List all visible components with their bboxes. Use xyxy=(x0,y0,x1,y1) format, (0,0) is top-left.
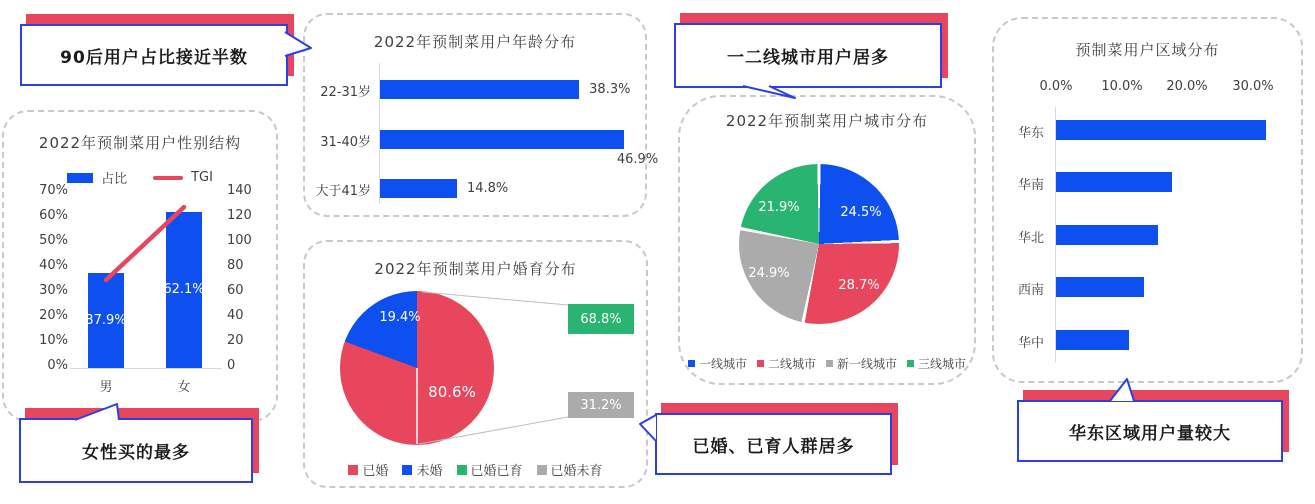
category-label: 西南 xyxy=(1017,283,1044,298)
callout-box xyxy=(1017,400,1283,462)
axis-tick: 0 xyxy=(227,358,236,373)
bar-married-with-kids xyxy=(568,304,634,334)
legend-item: 三线城市 xyxy=(907,355,966,372)
gender-chart-panel xyxy=(2,110,278,422)
left-axis xyxy=(22,183,68,373)
chart-title: 2022年预制菜用户性别结构 xyxy=(38,134,242,152)
legend-item: 未婚 xyxy=(402,460,442,479)
bar-age-41plus xyxy=(380,179,457,198)
callout-text: 华东区域用户量较大 xyxy=(1069,423,1231,444)
pie-label-married: 80.6% xyxy=(428,383,476,401)
callout-text: 女性买的最多 xyxy=(82,443,190,463)
callout-age-insight xyxy=(20,24,288,86)
axis-tick: 60% xyxy=(39,208,68,223)
axis-tick: 30.0% xyxy=(1232,79,1274,94)
callout-box xyxy=(674,23,942,88)
category-label: 大于41岁 xyxy=(315,184,371,199)
axis-tick: 60 xyxy=(227,283,244,298)
axis-tick: 20 xyxy=(227,333,244,348)
legend-label: 占比 xyxy=(101,172,128,187)
callout-tail xyxy=(1109,378,1137,403)
pie-label-tier1: 24.5% xyxy=(840,205,882,220)
bar-huanan xyxy=(1056,172,1172,192)
axis-tick: 120 xyxy=(227,208,252,223)
region-chart-panel xyxy=(992,17,1303,383)
legend-item: 一线城市 xyxy=(688,355,747,372)
right-axis xyxy=(227,183,267,373)
category-label: 华东 xyxy=(1017,126,1044,141)
callout-city-insight xyxy=(674,23,942,88)
axis-tick: 0.0% xyxy=(1039,79,1073,94)
bar-xinan xyxy=(1056,277,1144,297)
callout-text: 90后用户占比接近半数 xyxy=(60,47,248,68)
legend-label: TGI xyxy=(191,170,213,185)
axis-tick: 10% xyxy=(39,333,68,348)
axis-tick: 40 xyxy=(227,308,244,323)
axis-tick: 0% xyxy=(47,358,68,373)
axis-tick: 10.0% xyxy=(1101,79,1143,94)
bar-age-22-31 xyxy=(380,80,579,99)
axis-tick: 70% xyxy=(39,183,68,198)
callout-region-insight xyxy=(1017,400,1283,462)
age-chart-panel xyxy=(303,13,659,217)
marriage-legend xyxy=(305,460,646,479)
pie-label-unmarried: 19.4% xyxy=(379,310,421,325)
age-plot xyxy=(305,15,659,215)
callout-marriage-insight xyxy=(655,413,892,475)
category-label: 女 xyxy=(177,380,191,395)
legend-item: 已婚已育 xyxy=(457,460,523,479)
legend-item: 已婚未育 xyxy=(537,460,603,479)
category-label: 华中 xyxy=(1017,336,1044,351)
legend-swatch-line xyxy=(153,176,183,180)
x-axis-line xyxy=(70,368,222,369)
category-label: 华北 xyxy=(1017,231,1044,246)
axis-tick: 50% xyxy=(39,233,68,248)
axis-tick: 30% xyxy=(39,283,68,298)
bar-huabei xyxy=(1056,225,1158,245)
bar-huadong xyxy=(1056,120,1266,140)
legend-item: 新一线城市 xyxy=(826,355,897,372)
bar-age-31-40 xyxy=(380,130,624,149)
value-label: 46.9% xyxy=(616,152,659,167)
value-label: 62.1% xyxy=(163,282,205,298)
callout-box xyxy=(20,24,288,86)
category-label: 华南 xyxy=(1017,178,1044,193)
callout-tail xyxy=(75,403,123,421)
pie-label-tier3: 21.9% xyxy=(758,200,800,215)
category-label: 31-40岁 xyxy=(320,135,371,150)
callout-tail xyxy=(639,414,659,444)
axis-tick: 100 xyxy=(227,233,252,248)
city-legend xyxy=(680,355,974,372)
bar-huazhong xyxy=(1056,330,1129,350)
city-chart-panel xyxy=(678,95,976,385)
callout-tail xyxy=(285,29,315,59)
axis-tick: 20% xyxy=(39,308,68,323)
pie-label-new-tier1: 24.9% xyxy=(748,266,790,281)
chart-title: 2022年预制菜用户婚育分布 xyxy=(374,260,577,278)
axis-tick: 40% xyxy=(39,258,68,273)
marriage-chart-panel xyxy=(303,240,648,488)
legend-item: 已婚 xyxy=(348,460,388,479)
axis-tick: 140 xyxy=(227,183,252,198)
legend-item: 二线城市 xyxy=(757,355,816,372)
pie-label-tier2: 28.7% xyxy=(838,278,880,293)
callout-box xyxy=(655,413,892,475)
bar-male xyxy=(85,273,127,368)
bar-female xyxy=(163,212,205,368)
value-label: 38.3% xyxy=(589,82,631,97)
chart-title: 2022年预制菜用户城市分布 xyxy=(725,112,929,130)
callout-text: 一二线城市用户居多 xyxy=(727,48,889,68)
axis-tick: 80 xyxy=(227,258,244,273)
chart-title: 预制菜用户区域分布 xyxy=(1075,41,1220,59)
chart-title: 2022年预制菜用户年龄分布 xyxy=(373,33,577,51)
legend-swatch-bar xyxy=(67,173,93,183)
region-plot xyxy=(994,19,1301,381)
callout-tail xyxy=(742,86,800,102)
category-label: 22-31岁 xyxy=(320,85,371,100)
category-label: 男 xyxy=(99,380,113,395)
bar-married-no-kids xyxy=(568,392,634,418)
value-label: 68.8% xyxy=(580,311,622,327)
callout-box xyxy=(19,418,253,483)
callout-gender-insight xyxy=(19,418,253,483)
axis-tick: 20.0% xyxy=(1166,79,1208,94)
city-pie xyxy=(739,164,899,324)
value-label: 31.2% xyxy=(580,397,622,413)
callout-text: 已婚、已育人群居多 xyxy=(692,436,855,457)
value-label: 37.9% xyxy=(85,312,127,328)
gender-combo-chart xyxy=(4,183,280,406)
value-label: 14.8% xyxy=(466,181,509,196)
